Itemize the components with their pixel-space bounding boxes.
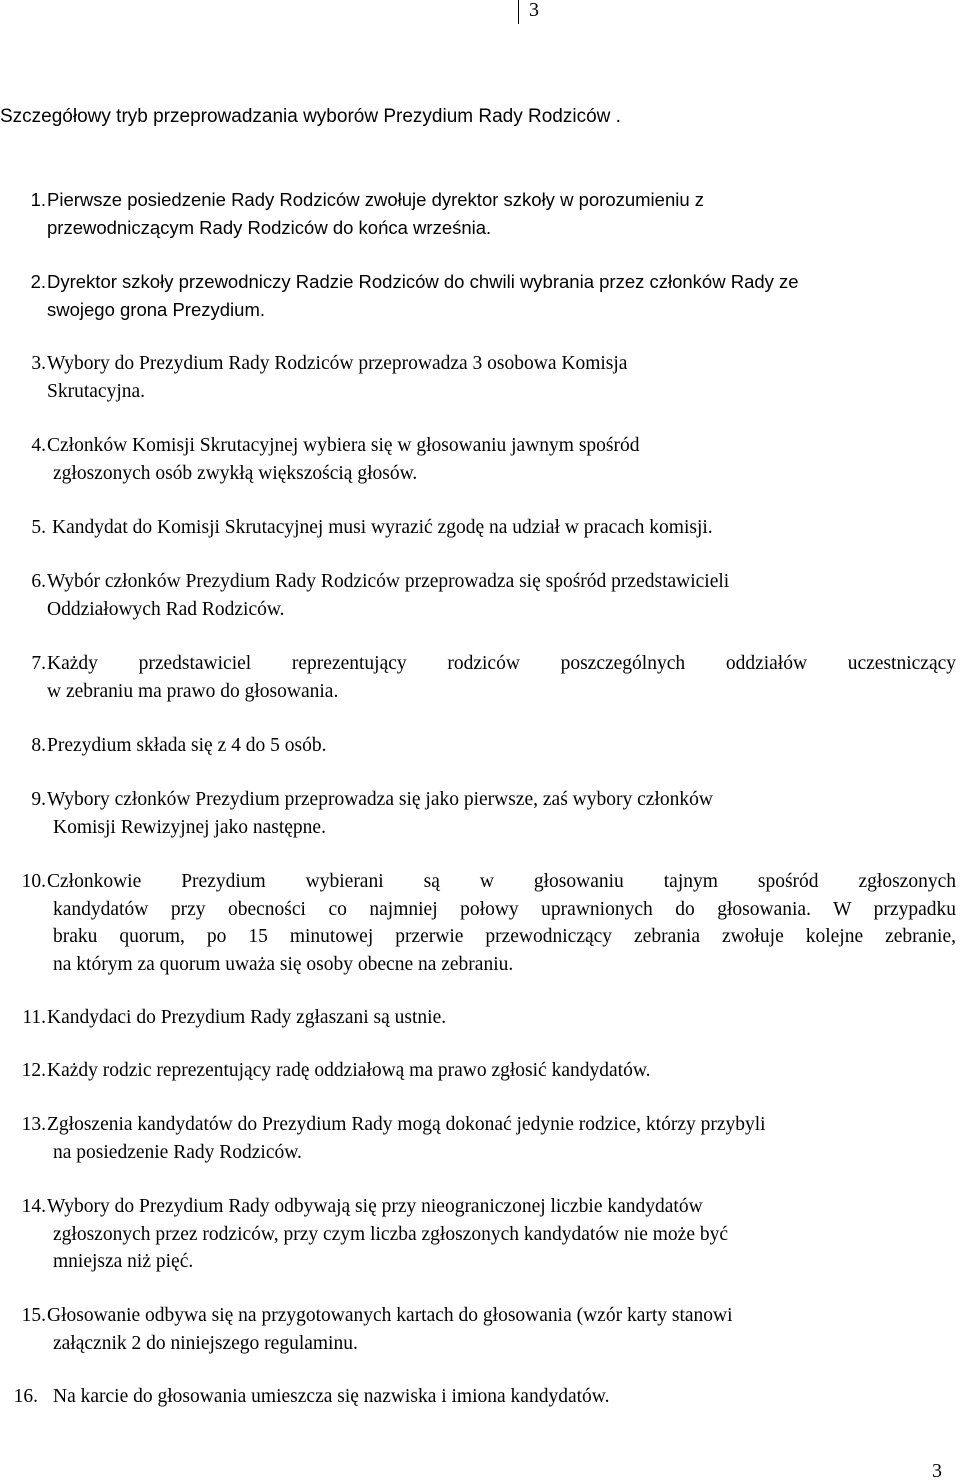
list-item-text: Pierwsze posiedzenie Rady Rodziców zwołuje dyrektor szkoły w porozumieniu z — [47, 189, 705, 210]
list-item-text: w zebraniu ma prawo do głosowania. — [47, 680, 339, 702]
list-item-text: na posiedzenie Rady Rodziców. — [53, 1141, 302, 1163]
list-item-text: Głosowanie odbywa się na przygotowanych kartach do głosowania (wzór karty stanowi — [47, 1305, 733, 1326]
list-item-text: Komisji Rewizyjnej jako następne. — [53, 816, 326, 838]
list-item-number: 3. — [31, 353, 46, 374]
list-item-text: kandydatów przy obecności co najmniej połowy uprawnionych do głosowania. W przypadku — [53, 898, 956, 920]
list-item-number: 5. — [31, 517, 46, 538]
list-item-text: załącznik 2 do niniejszego regulaminu. — [53, 1332, 358, 1354]
list-item-text: Kandydat do Komisji Skrutacyjnej musi wyrazić zgodę na udział w pracach komisji. — [52, 517, 713, 538]
list-item-text: Każdy przedstawiciel reprezentujący rodziców poszczególnych oddziałów uczestniczący — [47, 653, 956, 674]
list-item-number: 14. — [21, 1196, 46, 1217]
list-item-text: Na karcie do głosowania umieszcza się nazwiska i imiona kandydatów. — [53, 1386, 610, 1407]
list-item-text: Wybory członków Prezydium przeprowadza się jako pierwsze, zaś wybory członków — [47, 789, 713, 810]
list-item-number: 7. — [31, 653, 46, 674]
list-item-text: Dyrektor szkoły przewodniczy Radzie Rodziców do chwili wybrania przez członków Rady ze — [47, 271, 799, 292]
header-page-number: 3 — [518, 0, 539, 24]
list-item-text: Wybory do Prezydium Rady odbywają się przy nieograniczonej liczbie kandydatów — [47, 1196, 703, 1217]
list-item-number: 6. — [31, 571, 46, 592]
list-item-text: braku quorum, po 15 minutowej przerwie przewodniczący zebrania zwołuje kolejne zebranie, — [53, 926, 956, 948]
list-item-number: 1. — [30, 189, 46, 210]
list-item-number: 11. — [22, 1007, 46, 1028]
list-item-number: 9. — [31, 789, 46, 810]
list-item-text: Członkowie Prezydium wybierani są w głosowaniu tajnym spośród zgłoszonych — [47, 871, 956, 892]
list-item-text: Członków Komisji Skrutacyjnej wybiera się w głosowaniu jawnym spośród — [47, 435, 640, 456]
list-item-text: Wybór członków Prezydium Rady Rodziców przeprowadza się spośród przedstawicieli — [47, 571, 730, 592]
list-item-number: 12. — [21, 1060, 46, 1081]
list-item-text: zgłoszonych przez rodziców, przy czym liczba zgłoszonych kandydatów nie może być — [53, 1223, 729, 1245]
list-item-text: Wybory do Prezydium Rady Rodziców przeprowadza 3 osobowa Komisja — [47, 353, 628, 374]
list-item-text: Każdy rodzic reprezentujący radę oddziałową ma prawo zgłosić kandydatów. — [47, 1060, 651, 1081]
list-item-number: 8. — [31, 735, 46, 756]
list-item-text: Zgłoszenia kandydatów do Prezydium Rady mogą dokonać jedynie rodzice, którzy przybyli — [47, 1114, 766, 1135]
list-item-text: swojego grona Prezydium. — [47, 298, 265, 320]
list-item-number: 13. — [21, 1114, 46, 1135]
list-item-text: Prezydium składa się z 4 do 5 osób. — [47, 735, 327, 756]
list-item-text: Oddziałowych Rad Rodziców. — [47, 598, 285, 620]
list-item-text: zgłoszonych osób zwykłą większością głosów. — [53, 462, 418, 484]
list-item-text: na którym za quorum uważa się osoby obecne na zebraniu. — [53, 953, 514, 975]
list-item-text: Skrutacyjna. — [47, 380, 146, 402]
footer-page-number: 3 — [932, 1460, 942, 1482]
list-item-number: 4. — [31, 435, 46, 456]
list-item-text: przewodniczącym Rady Rodziców do końca września. — [47, 216, 492, 238]
list-item-number: 16. — [13, 1386, 38, 1407]
list-item-number: 2. — [30, 271, 46, 292]
list-item-number: 10. — [21, 871, 46, 892]
document-title: Szczegółowy tryb przeprowadzania wyborów Prezydium Rady Rodziców . — [0, 106, 621, 127]
list-item-text: Kandydaci do Prezydium Rady zgłaszani są ustnie. — [47, 1007, 447, 1028]
list-item-text: mniejsza niż pięć. — [53, 1251, 194, 1273]
list-item-number: 15. — [21, 1305, 46, 1326]
